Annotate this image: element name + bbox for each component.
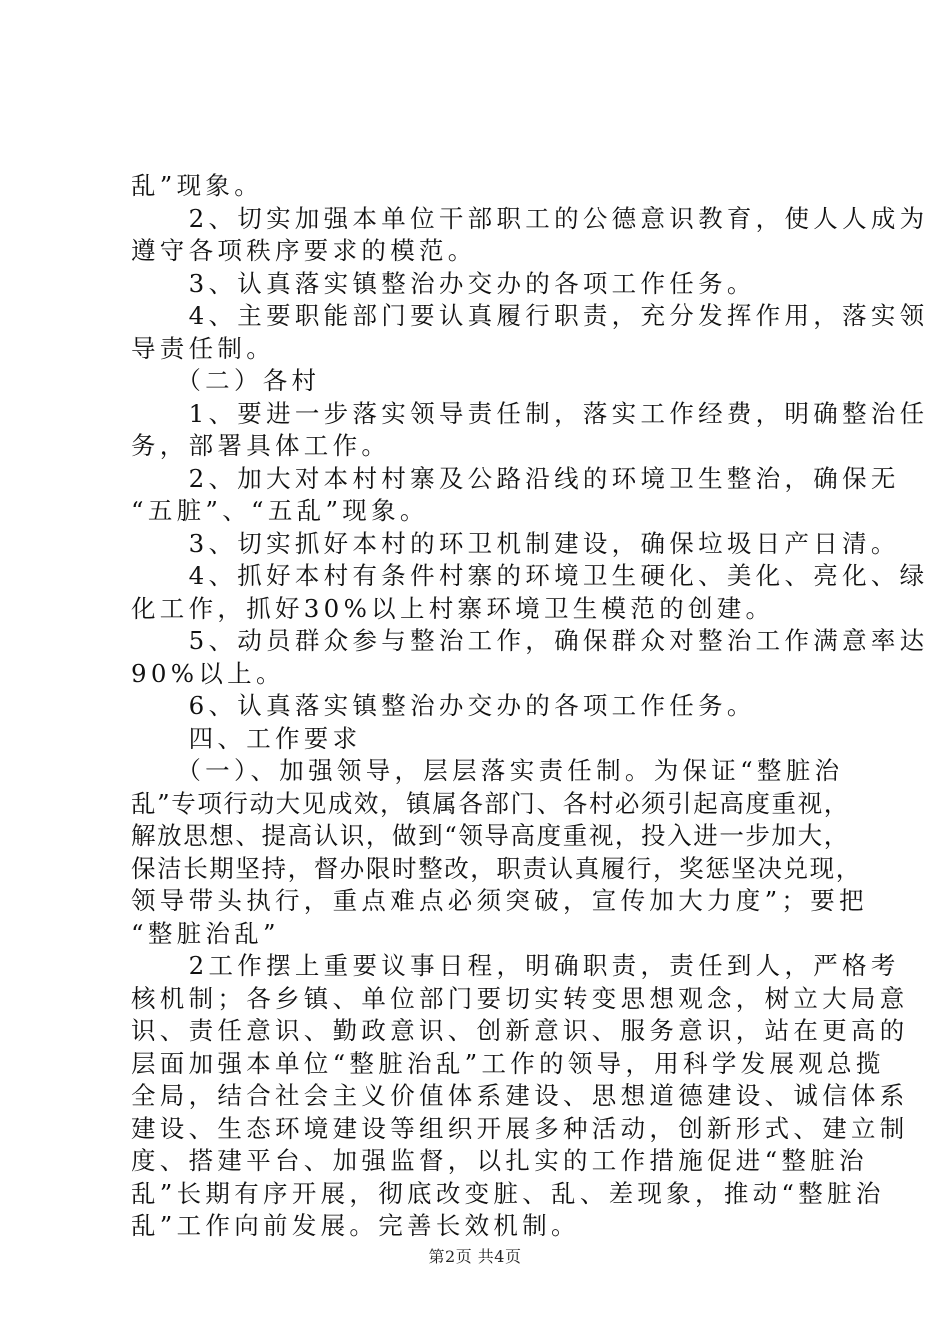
- text-line: 解放思想、提高认识，做到“领导高度重视，投入进一步加大，: [131, 821, 850, 850]
- section-heading: （二）各村: [131, 366, 321, 395]
- text-line: 层面加强本单位“整脏治乱”工作的领导，用科学发展观总揽: [131, 1048, 885, 1078]
- text-line: 导责任制。: [131, 333, 275, 363]
- text-line: 4、主要职能部门要认真履行职责，充分发挥作用，落实领: [131, 301, 929, 330]
- text-line: 识、责任意识、勤政意识、创新意识、服务意识，站在更高的: [131, 1016, 909, 1045]
- text-line: 3、认真落实镇整治办交办的各项工作任务。: [131, 268, 756, 298]
- text-line: 5、动员群众参与整治工作，确保群众对整治工作满意率达: [131, 626, 929, 655]
- text-line: 领导带头执行，重点难点必须突破，宣传加大力度”；要把: [131, 886, 868, 915]
- text-line: 1、要进一步落实领导责任制，落实工作经费，明确整治任: [131, 398, 929, 428]
- text-line: 2、加大对本村村寨及公路沿线的环境卫生整治，确保无: [131, 463, 900, 493]
- text-line: “整脏治乱”: [131, 918, 280, 948]
- text-line: 建设、生态环境建设等组织开展多种活动，创新形式、建立制: [131, 1113, 909, 1143]
- text-line: 4、抓好本村有条件村寨的环境卫生硬化、美化、亮化、绿: [131, 561, 929, 590]
- page-footer: 第2页 共4页: [428, 1247, 522, 1266]
- text-line: 核机制；各乡镇、单位部门要切实转变思想观念，树立大局意: [131, 983, 909, 1013]
- text-line: 保洁长期坚持，督办限时整改，职责认真履行，奖惩坚决兑现，: [131, 853, 862, 883]
- text-line: （一）、加强领导，层层落实责任制。为保证“整脏治: [131, 756, 844, 785]
- text-line: 3、切实抓好本村的环卫机制建设，确保垃圾日产日清。: [131, 528, 900, 558]
- text-line: 全局，结合社会主义价值体系建设、思想道德建设、诚信体系: [131, 1081, 909, 1110]
- text-line: 遵守各项秩序要求的模范。: [131, 236, 477, 265]
- text-line: 度、搭建平台、加强监督，以扎实的工作措施促进“整脏治: [131, 1146, 868, 1175]
- text-line: 乱”工作向前发展。完善长效机制。: [131, 1211, 580, 1240]
- text-line: “五脏”、“五乱”现象。: [131, 496, 429, 525]
- text-line: 化工作，抓好30%以上村寨环境卫生模范的创建。: [131, 593, 775, 623]
- section-heading: 四、工作要求: [131, 723, 362, 753]
- document-body: [131, 170, 929, 1243]
- text-line: 务，部署具体工作。: [131, 431, 391, 460]
- text-line: 乱”长期有序开展，彻底改变脏、乱、差现象，推动“整脏治: [131, 1178, 885, 1208]
- text-line: 2、切实加强本单位干部职工的公德意识教育，使人人成为: [131, 203, 929, 233]
- text-line: 2工作摆上重要议事日程，明确职责，责任到人，严格考: [131, 951, 900, 980]
- text-line: 6、认真落实镇整治办交办的各项工作任务。: [131, 691, 756, 720]
- text-line: 乱”现象。: [131, 171, 264, 200]
- text-line: 90%以上。: [131, 658, 285, 688]
- text-line: 乱”专项行动大见成效，镇属各部门、各村必须引起高度重视，: [131, 788, 850, 818]
